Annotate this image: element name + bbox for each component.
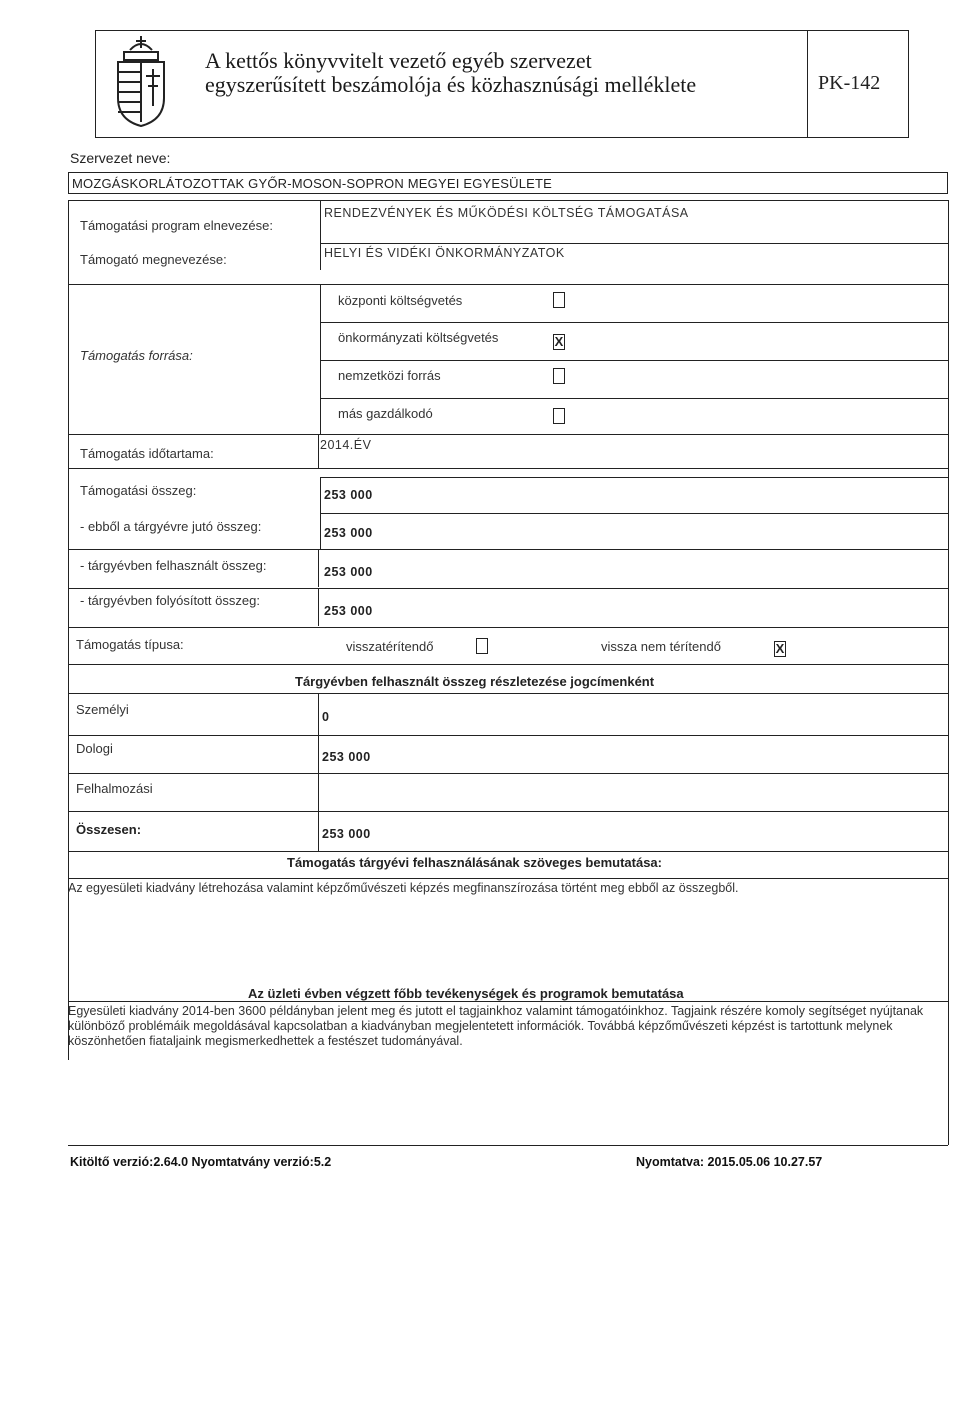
duration-value: 2014.ÉV xyxy=(320,438,372,452)
source-label: Támogatás forrása: xyxy=(80,348,193,363)
form-code: PK-142 xyxy=(818,72,881,94)
activities-heading: Az üzleti évben végzett főbb tevékenységek és programok bemutatása xyxy=(248,986,684,1001)
breakdown-row-label: Dologi xyxy=(76,741,113,756)
source-option-label: központi költségvetés xyxy=(338,293,463,308)
usage-heading: Támogatás tárgyévi felhasználásának szöveges bemutatása: xyxy=(287,855,662,870)
source-option-label: önkormányzati költségvetés xyxy=(338,330,499,345)
amount-value: 253 000 xyxy=(324,565,373,579)
amount-value: 253 000 xyxy=(324,604,373,618)
source-international-checkbox[interactable] xyxy=(553,368,565,384)
footer-printed: Nyomtatva: 2015.05.06 10.27.57 xyxy=(636,1155,823,1169)
source-municipal-checkbox[interactable]: X xyxy=(554,334,564,349)
amount-value: 253 000 xyxy=(324,488,373,502)
breakdown-total-value: 253 000 xyxy=(322,827,371,841)
duration-label: Támogatás időtartama: xyxy=(80,446,214,461)
usage-text: Az egyesületi kiadvány létrehozása valamint képzőművészeti képzés megfinanszírozása történt meg ebből az összegből. xyxy=(68,881,739,895)
amount-label: - tárgyévben folyósított összeg: xyxy=(80,593,260,608)
breakdown-row-value: 0 xyxy=(322,710,330,724)
breakdown-total-label: Összesen: xyxy=(76,822,142,837)
type-refundable-checkbox[interactable] xyxy=(476,638,488,654)
amount-label: Támogatási összeg: xyxy=(80,483,197,498)
source-option-label: más gazdálkodó xyxy=(338,406,433,421)
activities-text: Egyesületi kiadvány 2014-ben 3600 példányban jelent meg és jutott el tagjainkhoz valamint támogatóinkhoz. Tagjaink részére komoly segítséget nyújtanak különböző problémáik megoldásával kapcsolatban a kiadványban megjelentetett információk. Továbbá képzőművészeti képzést is tartottunk melynek köszönhetően fiataljaink megismerkedhettek a festészet tudományával. xyxy=(68,1004,924,1048)
type-non-refundable-checkbox[interactable]: X xyxy=(775,641,785,656)
source-other-checkbox[interactable] xyxy=(553,408,565,424)
breakdown-heading: Tárgyévben felhasznált összeg részletezése jogcímenként xyxy=(295,674,655,689)
breakdown-row-label: Személyi xyxy=(76,702,129,717)
amount-label: - ebből a tárgyévre jutó összeg: xyxy=(80,519,262,534)
breakdown-row-value: 253 000 xyxy=(322,750,371,764)
type-non-refundable-label: vissza nem térítendő xyxy=(601,639,721,654)
type-label: Támogatás típusa: xyxy=(76,637,184,652)
footer-version: Kitöltő verzió:2.64.0 Nyomtatvány verzió:5.2 xyxy=(70,1155,332,1169)
org-name: MOZGÁSKORLÁTOZOTTAK GYŐR-MOSON-SOPRON MEGYEI EGYESÜLETE xyxy=(72,176,553,191)
coat-of-arms-icon xyxy=(110,36,172,128)
type-refundable-label: visszatérítendő xyxy=(346,639,434,654)
source-central-checkbox[interactable] xyxy=(553,292,565,308)
form-title-line1: A kettős könyvvitelt vezető egyéb szervezet xyxy=(205,48,592,73)
breakdown-row-label: Felhalmozási xyxy=(76,781,153,796)
form-title-line2: egyszerűsített beszámolója és közhasznúsági melléklete xyxy=(205,72,697,97)
supporter-label: Támogató megnevezése: xyxy=(80,252,227,267)
program-value: RENDEZVÉNYEK ÉS MŰKÖDÉSI KÖLTSÉG TÁMOGATÁSA xyxy=(324,206,689,220)
org-label: Szervezet neve: xyxy=(70,150,171,166)
program-label: Támogatási program elnevezése: xyxy=(80,218,273,233)
source-option-label: nemzetközi forrás xyxy=(338,368,441,383)
amount-value: 253 000 xyxy=(324,526,373,540)
amount-label: - tárgyévben felhasznált összeg: xyxy=(80,558,267,573)
supporter-value: HELYI ÉS VIDÉKI ÖNKORMÁNYZATOK xyxy=(324,246,565,260)
